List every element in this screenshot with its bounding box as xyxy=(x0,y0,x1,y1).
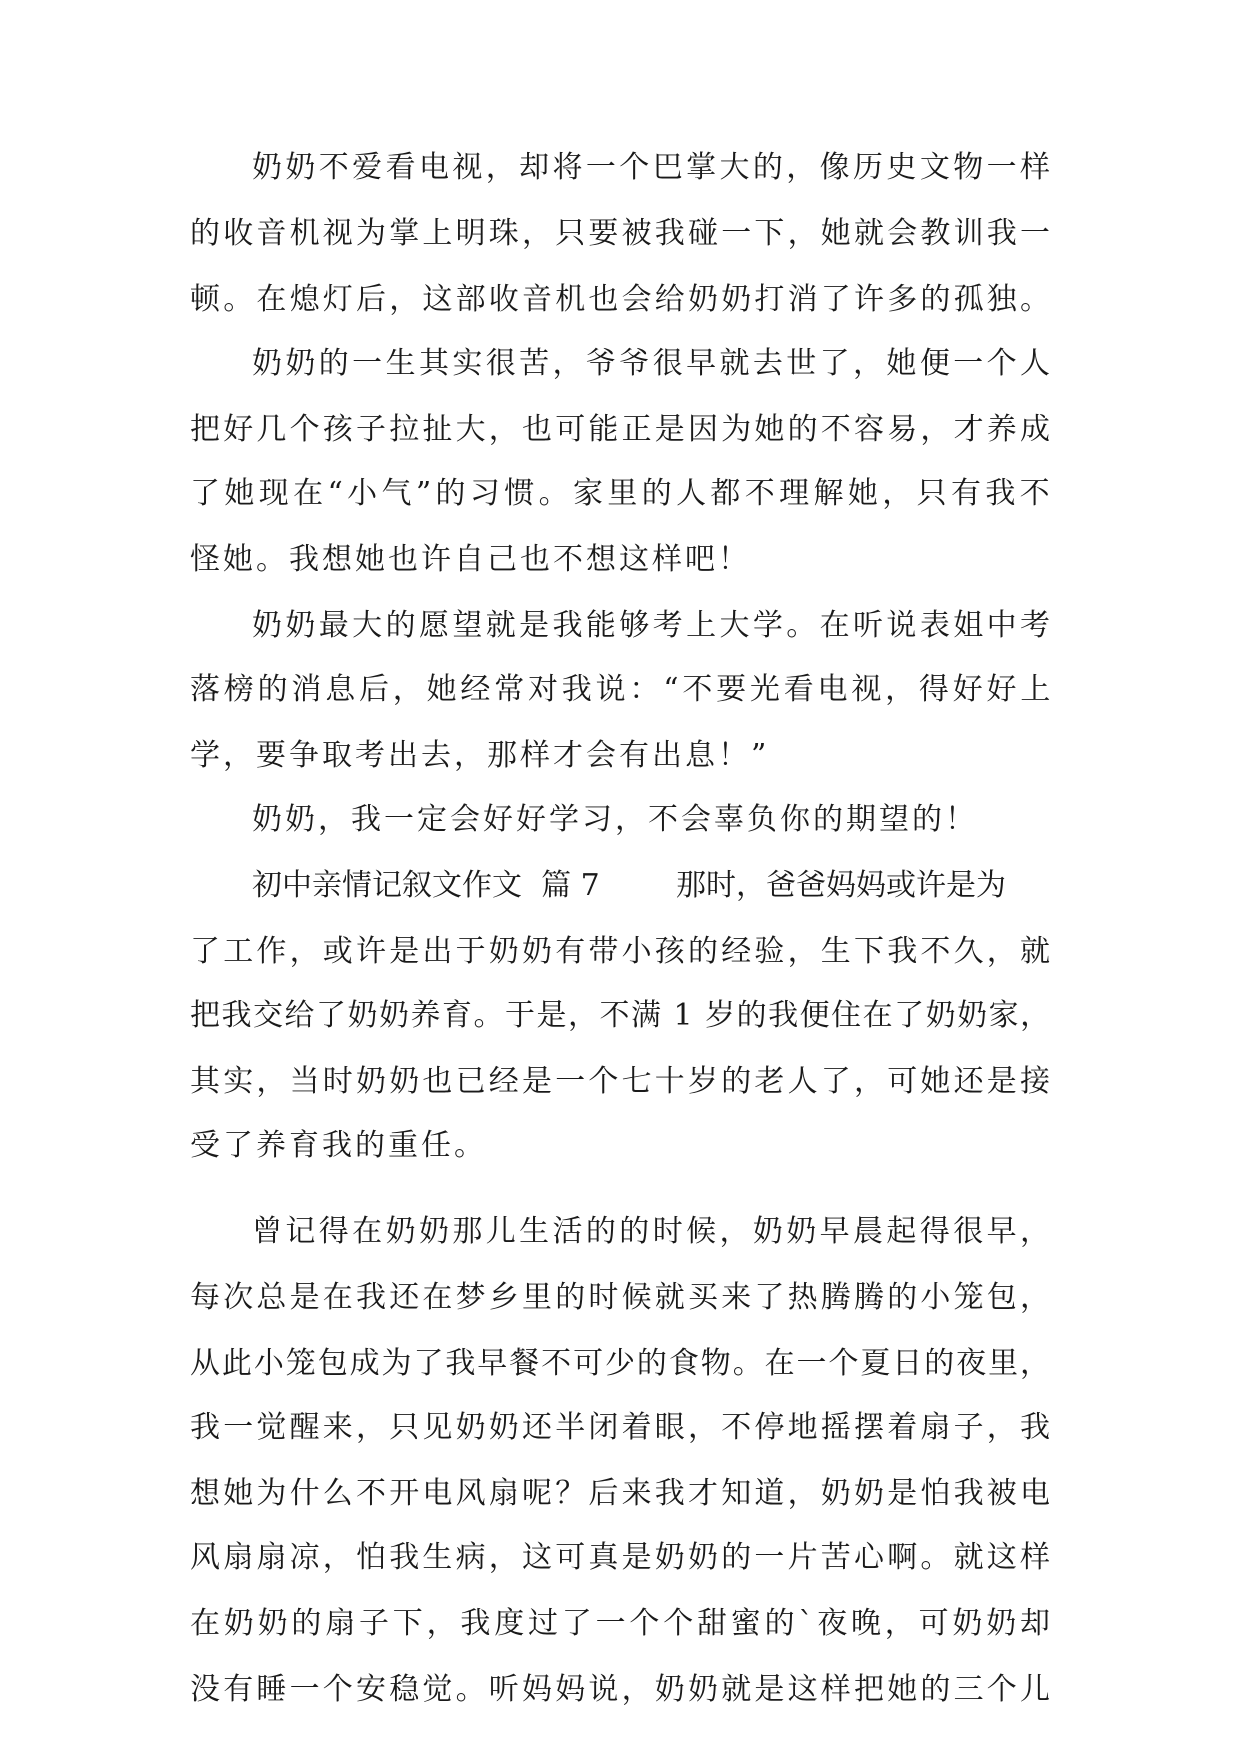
text-line xyxy=(190,1656,1054,1724)
line-text: 没有睡一个安稳觉。听妈妈说，奶奶就是这样把她的三个儿 xyxy=(190,1672,1054,1707)
line-text: 奶奶不爱看电视，却将一个巴掌大的，像历史文物一样 xyxy=(252,150,1054,185)
text-line xyxy=(190,266,1054,334)
text-line xyxy=(190,1112,1050,1180)
line-text: 在奶奶的扇子下，我度过了一个个甜蜜的`夜晚，可奶奶却 xyxy=(190,1606,1054,1641)
line-text: 了工作，或许是出于奶奶有带小孩的经验，生下我不久，就 xyxy=(190,934,1054,969)
line-text: 我一觉醒来，只见奶奶还半闭着眼，不停地摇摆着扇子，我 xyxy=(190,1410,1054,1445)
text-line xyxy=(190,918,1054,986)
text-line xyxy=(190,982,1050,1050)
text-line xyxy=(190,656,1055,724)
text-line xyxy=(190,396,1054,464)
line-text: 的收音机视为掌上明珠，只要被我碰一下，她就会教训我一 xyxy=(190,216,1054,251)
line-text: 把好几个孩子拉扯大，也可能正是因为她的不容易，才养成 xyxy=(190,412,1054,447)
line-text: 怪她。我想她也许自己也不想这样吧！ xyxy=(190,542,751,577)
line-text: 学，要争取考出去，那样才会有出息！” xyxy=(190,738,770,773)
line-text: 奶奶的一生其实很苦，爷爷很早就去世了，她便一个人 xyxy=(252,346,1054,381)
text-line xyxy=(190,526,1050,594)
text-line xyxy=(252,592,1054,660)
text-line xyxy=(190,1460,1054,1528)
text-line xyxy=(190,200,1054,268)
line-text: 每次总是在我还在梦乡里的时候就买来了热腾腾的小笼包， xyxy=(190,1280,1054,1315)
line-text: 曾记得在奶奶那儿生活的的时候，奶奶早晨起得很早， xyxy=(252,1214,1054,1249)
text-line xyxy=(190,1048,1054,1116)
line-text: 其实，当时奶奶也已经是一个七十岁的老人了，可她还是接 xyxy=(190,1064,1054,1099)
text-line xyxy=(190,722,1050,790)
line-text: 落榜的消息后，她经常对我说：“不要光看电视，得好好上 xyxy=(190,672,1055,707)
text-line xyxy=(252,786,1050,854)
line-text: 奶奶最大的愿望就是我能够考上大学。在听说表姐中考 xyxy=(252,608,1054,643)
line-text: 从此小笼包成为了我早餐不可少的食物。在一个夏日的夜里， xyxy=(190,1346,1052,1381)
line-text: 了她现在“小气”的习惯。家里的人都不理解她，只有我不 xyxy=(190,476,1055,511)
line-text: 受了养育我的重任。 xyxy=(190,1128,487,1163)
text-line xyxy=(190,1264,1054,1332)
text-line xyxy=(190,1394,1054,1462)
text-line xyxy=(252,852,1050,920)
text-line xyxy=(252,134,1054,202)
text-line xyxy=(190,1524,1054,1592)
text-line xyxy=(190,460,1055,528)
line-text: 风扇扇凉，怕我生病，这可真是奶奶的一片苦心啊。就这样 xyxy=(190,1540,1054,1575)
text-line xyxy=(252,330,1054,398)
text-line xyxy=(252,1198,1054,1266)
line-text: 顿。在熄灯后，这部收音机也会给奶奶打消了许多的孤独。 xyxy=(190,282,1054,317)
line-text: 把我交给了奶奶养育。于是，不满 1 岁的我便住在了奶奶家， xyxy=(190,998,1052,1033)
line-text: 想她为什么不开电风扇呢？后来我才知道，奶奶是怕我被电 xyxy=(190,1476,1054,1511)
line-text: 奶奶，我一定会好好学习，不会辜负你的期望的！ xyxy=(252,802,978,837)
line-text: 初中亲情记叙文作文 篇 7 那时，爸爸妈妈或许是为 xyxy=(252,868,1006,903)
text-line xyxy=(190,1590,1054,1658)
text-line xyxy=(190,1330,1050,1398)
